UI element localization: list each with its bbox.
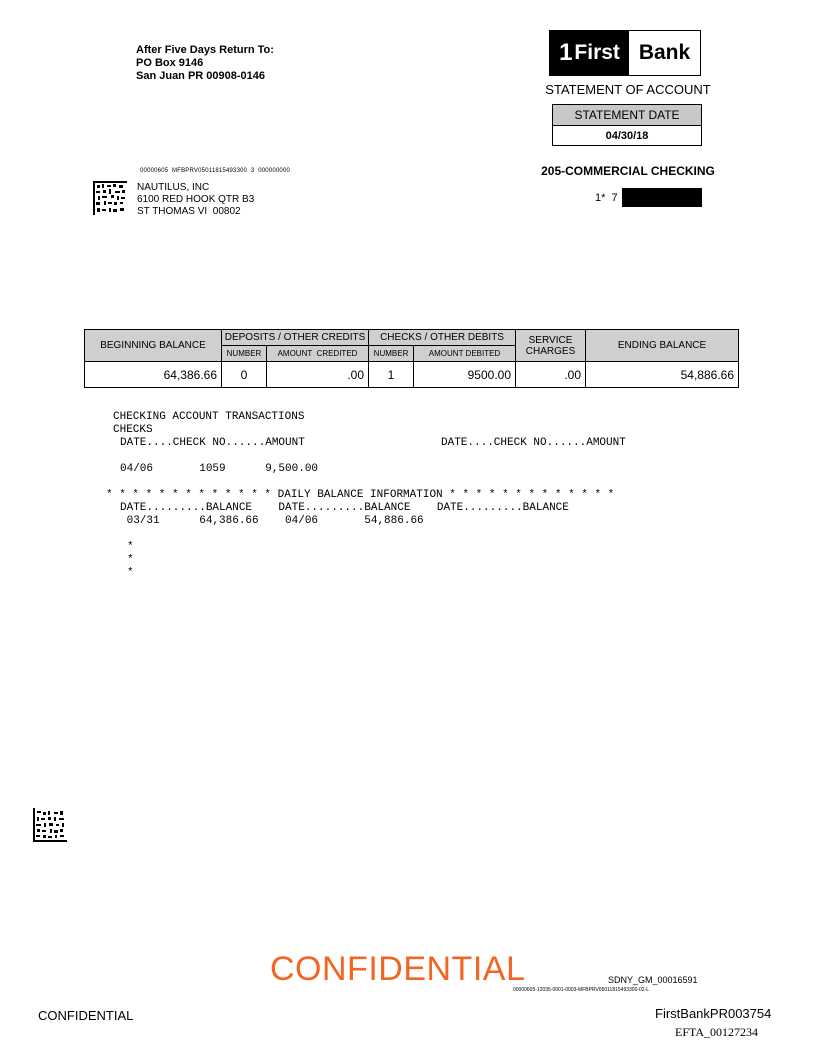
statement-date-box — [552, 104, 702, 146]
logo-bank: Bank — [638, 41, 691, 64]
service-charges-value: .00 — [516, 362, 586, 388]
header-ending-balance: ENDING BALANCE — [586, 330, 739, 362]
transactions-title: CHECKING ACCOUNT TRANSACTIONS — [113, 411, 305, 423]
statement-date-label: STATEMENT DATE — [553, 105, 701, 126]
checks-label: CHECKS — [113, 424, 153, 436]
efta-number: EFTA_00127234 — [675, 1025, 759, 1039]
return-address-line3: San Juan PR 00908-0146 — [136, 70, 266, 82]
statement-title: STATEMENT OF ACCOUNT — [545, 82, 711, 97]
return-address-line1: After Five Days Return To: — [136, 44, 274, 56]
ending-balance-value: 54,886.66 — [586, 362, 739, 388]
addressee-city: ST THOMAS VI 00802 — [137, 206, 241, 217]
daily-balance-row: 03/31 64,386.66 04/06 54,886.66 — [120, 515, 424, 527]
mail-code: 00000605 MFBPRV05011815493300 3 000000000 — [140, 168, 291, 174]
daily-balance-header: * * * * * * * * * * * * * DAILY BALANCE INFORMATION * * * * * * * * * * * * * — [106, 489, 615, 501]
return-address-line2: PO Box 9146 — [136, 57, 204, 69]
header-amount-debited: AMOUNT DEBITED — [414, 346, 516, 362]
firstbank-bates-number: FirstBankPR003754 — [655, 1006, 772, 1021]
account-type: 205-COMMERCIAL CHECKING — [541, 164, 715, 178]
amount-credited-value: .00 — [267, 362, 369, 388]
header-deposits: DEPOSITS / OTHER CREDITS — [222, 330, 369, 346]
header-amount-credited: AMOUNT CREDITED — [267, 346, 369, 362]
return-address — [136, 44, 274, 83]
sdny-bates-number: SDNY_GM_00016591 — [608, 975, 698, 985]
account-number — [595, 188, 702, 207]
confidential-label: CONFIDENTIAL — [38, 1008, 134, 1023]
addressee — [137, 182, 254, 218]
barcode-2d-icon — [93, 181, 127, 215]
amount-debited-value: 9500.00 — [414, 362, 516, 388]
continuation-star-3: * — [127, 567, 134, 579]
logo-first-block — [550, 31, 629, 75]
continuation-star-2: * — [127, 554, 134, 566]
logo-one: 1 — [559, 39, 573, 66]
header-service-charges: SERVICE CHARGES — [516, 330, 586, 362]
document-tracking-code: 00000605-12035-0001-0003-MFBPRV05011815493300-02-L — [513, 987, 650, 993]
header-beginning-balance: BEGINNING BALANCE — [85, 330, 222, 362]
check-number-value: 1 — [369, 362, 414, 388]
header-check-number: NUMBER — [369, 346, 414, 362]
daily-balance-columns: DATE.........BALANCE DATE.........BALANCE DATE.........BALANCE — [120, 502, 569, 514]
check-row: 04/06 1059 9,500.00 — [120, 463, 319, 475]
continuation-star-1: * — [127, 541, 134, 553]
confidential-stamp: CONFIDENTIAL — [270, 950, 526, 988]
checks-column-header-left: DATE....CHECK NO......AMOUNT — [120, 437, 305, 449]
header-deposit-number: NUMBER — [222, 346, 267, 362]
logo-first: First — [574, 41, 620, 64]
barcode-2d-icon — [33, 808, 67, 842]
beginning-balance-value: 64,386.66 — [85, 362, 222, 388]
account-summary-table — [84, 329, 739, 388]
header-checks: CHECKS / OTHER DEBITS — [369, 330, 516, 346]
bank-logo — [549, 30, 701, 76]
deposit-number-value: 0 — [222, 362, 267, 388]
redaction-block — [622, 188, 702, 207]
addressee-street: 6100 RED HOOK QTR B3 — [137, 194, 255, 205]
checks-column-header-right: DATE....CHECK NO......AMOUNT — [441, 437, 626, 449]
account-number-prefix: 1* 7 — [595, 191, 618, 204]
addressee-name: NAUTILUS, INC — [137, 182, 210, 193]
statement-date: 04/30/18 — [605, 130, 649, 142]
